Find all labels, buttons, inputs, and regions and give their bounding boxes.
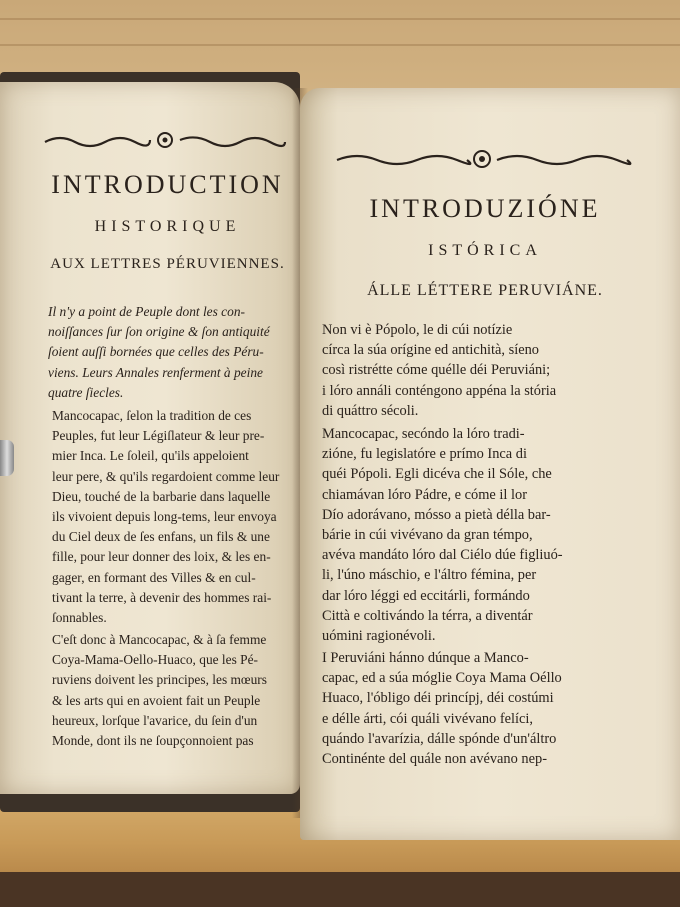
- text-line: così ristrétte cóme quélle déi Peruviáni;: [322, 362, 551, 379]
- left-page: [0, 82, 300, 794]
- text-line: dar lóro léggi ed eccitárli, formándo: [322, 587, 530, 604]
- paragraph-3: [52, 630, 292, 751]
- text-line: bárie in cúi vivévano da gran témpo,: [322, 527, 533, 544]
- text-line: C'eſt donc à Mancocapac, & à ſa femme: [52, 632, 267, 647]
- text-line: i lóro annáli conténgono appéna la stória: [322, 382, 557, 399]
- text-line: leur pere, & qu'ils regardoient comme leur: [52, 468, 280, 484]
- text-line: Coya-Mama-Oello-Huaco, que les Pé-: [52, 652, 258, 668]
- page-subtitle: ISTÓRICA: [428, 242, 542, 259]
- text-line: avéva mandáto lóro dal Ciélo dúe figliuó-: [322, 547, 563, 564]
- right-page: [300, 88, 680, 840]
- text-line: ſonnables.: [52, 610, 107, 626]
- text-line: Dieu, touché de la barbarie dans laquelle: [52, 488, 271, 504]
- text-line: du Ciel deux de ſes enfans, un fils & une: [52, 529, 270, 545]
- page-title: INTRODUZIÓNE: [369, 194, 601, 223]
- text-line: e délle árti, cói quáli vivévano felíci,: [322, 710, 533, 727]
- text-line: di quáttro sécoli.: [322, 402, 419, 419]
- text-line: tivant la terre, à devenir des hommes rai-: [52, 589, 272, 605]
- text-line: chiamávan lóro Pádre, e cóme il lor: [322, 486, 527, 503]
- text-line: heureux, lorſque l'avarice, du ſein d'un: [52, 712, 258, 728]
- text-line: quándo l'avarízia, dálle spónde d'un'áltro: [322, 730, 557, 747]
- page-title: INTRODUCTION: [51, 170, 284, 199]
- text-line: quéi Pópoli. Egli dicéva che il Sóle, che: [322, 466, 552, 483]
- text-line: ſoient auſſi bornées que celles des Péru-: [48, 344, 264, 360]
- paragraph-2: [52, 406, 292, 628]
- wood-grain: [0, 18, 680, 20]
- page-clip: [0, 440, 14, 476]
- text-line: Il n'y a point de Peuple dont les con-: [48, 304, 245, 319]
- text-line: & les arts qui en avoient fait un Peuple: [52, 692, 261, 708]
- paragraph-1: [48, 302, 288, 403]
- text-line: mier Inca. Le ſoleil, qu'ils appeloient: [52, 448, 249, 464]
- text-line: uómini ragionévoli.: [322, 628, 436, 645]
- ornament-icon: [332, 148, 632, 172]
- text-line: ruviens doivent les principes, les mœurs: [52, 672, 267, 688]
- text-line: noiſſances ſur ſon origine & ſon antiquité: [48, 324, 270, 340]
- text-line: gager, en formant des Villes & en cul-: [52, 569, 256, 585]
- paragraph-3: [322, 648, 652, 769]
- text-line: li, l'úno máschio, e l'áltro fémina, per: [322, 567, 537, 584]
- page-subtitle: HISTORIQUE: [94, 218, 241, 235]
- text-line: I Peruviáni hánno dúnque a Manco-: [322, 650, 529, 666]
- text-line: círca la súa orígine ed antichità, síeno: [322, 342, 539, 359]
- shelf-edge: [0, 872, 680, 907]
- page-heading: ÁLLE LÉTTERE PERUVIÁNE.: [367, 282, 603, 299]
- text-line: Peuples, fut leur Légiſlateur & leur pre-: [52, 428, 265, 444]
- text-line: capac, ed a súa móglie Coya Mama Oéllo: [322, 670, 562, 687]
- text-line: Monde, dont ils ne ſoupçonnoient pas: [52, 733, 254, 749]
- text-line: ils vivoient depuis long-tems, leur envoya: [52, 509, 277, 525]
- text-line: zióne, fu legislatóre e prímo Inca di: [322, 446, 527, 463]
- wood-grain: [0, 44, 680, 46]
- text-line: Continénte del quále non avévano nep-: [322, 751, 547, 768]
- paragraph-1: [322, 320, 652, 421]
- ornament-icon: [40, 128, 290, 152]
- page-heading: AUX LETTRES PÉRUVIENNES.: [50, 256, 285, 272]
- text-line: fille, pour leur donner des loix, & les en-: [52, 549, 271, 565]
- text-line: Mancocapac, ſelon la tradition de ces: [52, 408, 252, 423]
- text-line: Città e coltivándo la térra, a diventár: [322, 607, 533, 624]
- text-line: Dío adorávano, mósso a pietà délla bar-: [322, 506, 551, 523]
- text-line: Mancocapac, secóndo la lóro tradi-: [322, 426, 525, 442]
- text-line: quatre ſiecles.: [48, 384, 124, 400]
- text-line: Non vi è Pópolo, le di cúi notízie: [322, 322, 513, 338]
- text-line: Huaco, l'óbligo déi princípj, déi costúmi: [322, 690, 554, 707]
- text-line: viens. Leurs Annales renferment à peine: [48, 364, 263, 380]
- paragraph-2: [322, 424, 652, 646]
